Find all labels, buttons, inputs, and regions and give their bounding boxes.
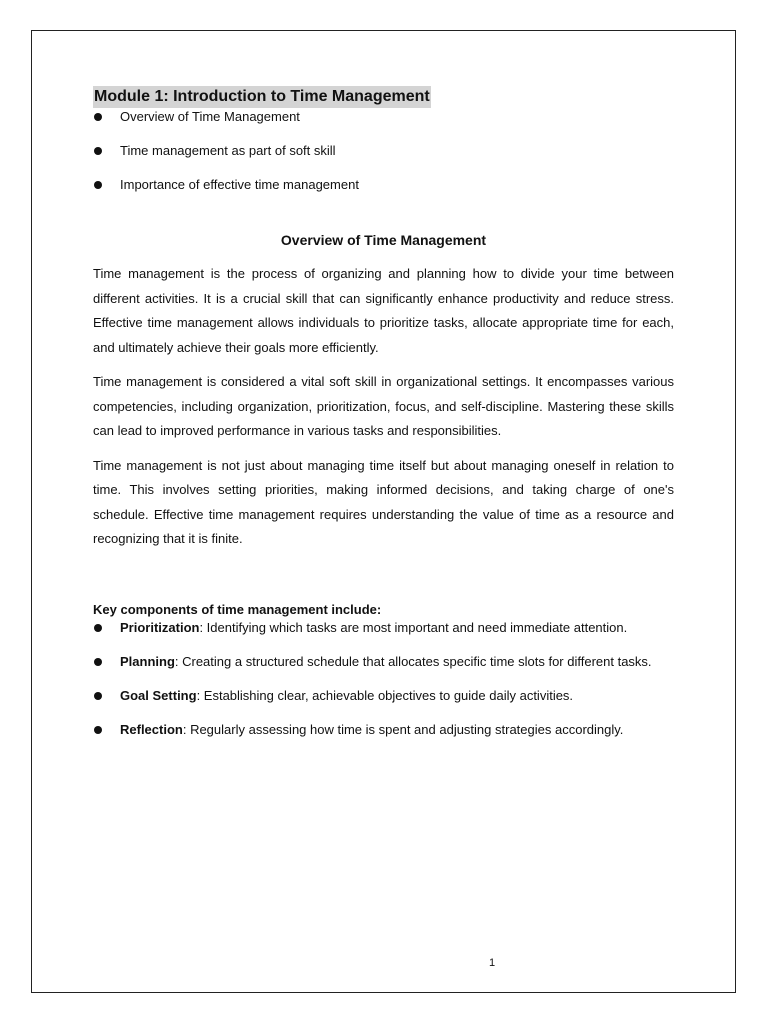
bullet-icon xyxy=(94,181,102,189)
list-item xyxy=(93,176,674,194)
list-item xyxy=(93,142,674,160)
module-title: Module 1: Introduction to Time Management xyxy=(93,86,431,108)
list-item-text: Overview of Time Management xyxy=(120,109,300,124)
component-description: : Identifying which tasks are most important and need immediate attention. xyxy=(199,619,628,635)
intro-list xyxy=(93,108,674,194)
list-item xyxy=(93,653,674,671)
list-item xyxy=(93,721,674,739)
section-heading: Overview of Time Management xyxy=(280,232,487,248)
component-term: Prioritization xyxy=(120,619,200,635)
list-item xyxy=(93,108,674,126)
bullet-icon xyxy=(94,726,102,734)
component-description: : Regularly assessing how time is spent and adjusting strategies accordingly. xyxy=(182,721,624,737)
bullet-icon xyxy=(94,624,102,632)
bullet-icon xyxy=(94,147,102,155)
component-term: Reflection xyxy=(120,721,183,737)
list-item xyxy=(93,619,674,637)
document-body xyxy=(93,86,674,755)
paragraph: Time management is the process of organizing and planning how to divide your time between different activities. It is a crucial skill that can significantly enhance productivity and reduce stress. Effective time management allows individuals to prioritize tasks, allocate appropriate time for each, and ultimately achieve their goals more efficiently. xyxy=(93,266,674,355)
paragraph: Time management is not just about managing time itself but about managing oneself in relation to time. This involves setting priorities, making informed decisions, and taking charge of one's schedule. Effective time management requires understanding the value of time as a resource and recognizing that it is finite. xyxy=(93,457,674,546)
list-item-text: Time management as part of soft skill xyxy=(120,143,336,158)
list-item-text: Importance of effective time management xyxy=(120,177,359,192)
bullet-icon xyxy=(94,113,102,121)
component-description: : Establishing clear, achievable objectives to guide daily activities. xyxy=(196,687,574,703)
key-components-heading: Key components of time management include: xyxy=(93,601,382,617)
list-item xyxy=(93,687,674,705)
component-term: Goal Setting xyxy=(120,687,197,703)
page-number: 1 xyxy=(488,957,496,969)
paragraph: Time management is considered a vital soft skill in organizational settings. It encompasses various competencies, including organization, prioritization, focus, and self-discipline. Mastering these skills can lead to improved performance in various tasks and responsibilities. xyxy=(93,374,674,438)
key-components-list xyxy=(93,619,674,739)
component-term: Planning xyxy=(120,653,175,669)
component-description: : Creating a structured schedule that allocates specific time slots for different tasks. xyxy=(174,653,652,669)
bullet-icon xyxy=(94,692,102,700)
bullet-icon xyxy=(94,658,102,666)
